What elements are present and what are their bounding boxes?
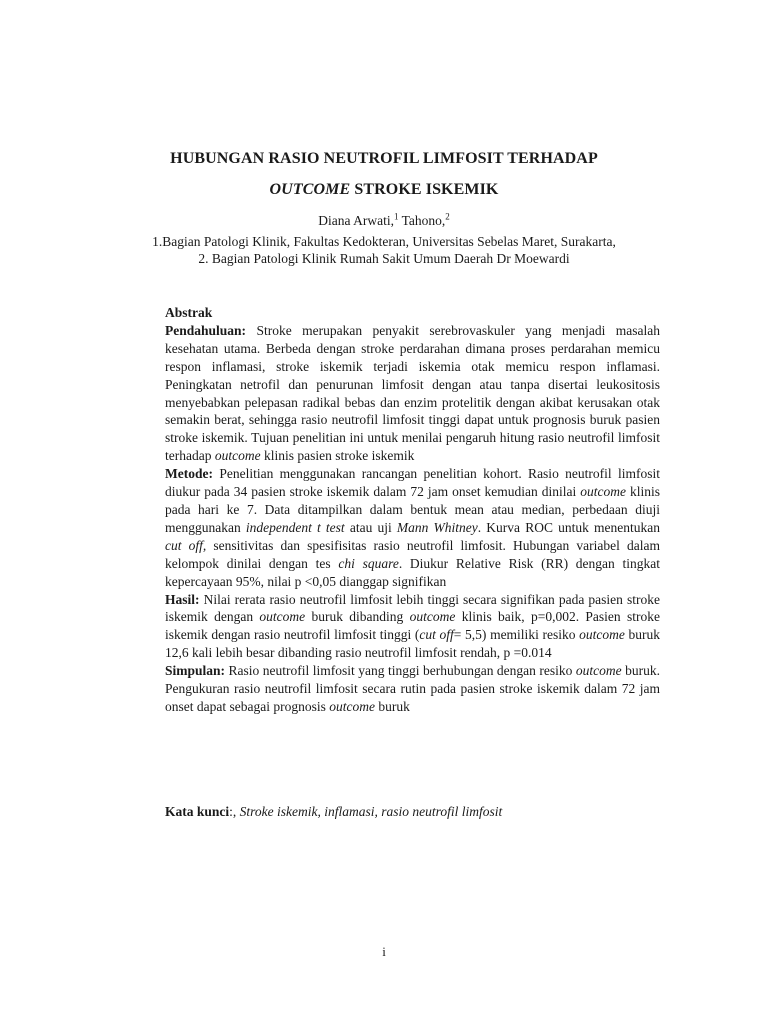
keywords: [165, 804, 660, 820]
method-text: klinis pada hari ke 7. Data ditampilkan dalam bentuk mean atau median, perbedaan diuji menggunakan: [165, 484, 660, 535]
results-text: buruk 12,6 kali lebih besar dibanding rasio neutrofil limfosit rendah, p =0.014: [165, 627, 660, 661]
conclusion-italic: outcome: [575, 663, 622, 679]
results-italic: outcome: [259, 609, 306, 625]
introduction-text: Stroke merupakan penyakit serebrovaskuler yang menjadi masalah kesehatan utama. Berbeda dengan stroke perdarahan dimana proses perdarahan memicu respon inflamasi, stroke iskemik terjadi iskemia otak memicu respon inflamasi. Peningkatan netrofil dan penurunan limfosit dengan atau tanpa disertai leukositosis menyebabkan pelepasan radikal bebas dan enzim protelitik dengan akibat kerusakan otak semakin berat, sehingga rasio neutrofil limfosit tinggi dapat untuk prognosis buruk pasien stroke iskemik. Tujuan penelitian ini untuk menilai pengaruh hitung rasio neutrofil limfosit terhadap: [165, 322, 660, 464]
conclusion-text: Rasio neutrofil limfosit yang tinggi berhubungan dengan resiko: [225, 663, 576, 679]
method-text: atau uji: [344, 519, 397, 535]
keywords-separator: :,: [229, 804, 240, 819]
keywords-label: Kata kunci: [165, 804, 230, 819]
author-1: Diana Arwati,: [318, 213, 394, 228]
abstract-section: [165, 304, 660, 716]
introduction-end: klinis pasien stroke iskemik: [260, 448, 415, 464]
method-italic: cut off,: [165, 537, 207, 553]
affiliation-2: 2. Bagian Patologi Klinik Rumah Sakit Umum Daerah Dr Moewardi: [198, 251, 570, 266]
results-italic: outcome: [409, 609, 456, 625]
method-text: sensitivitas dan spesifisitas rasio neutrofil limfosit. Hubungan variabel dalam kelompok dinilai dengan tes: [165, 537, 661, 571]
method-label: Metode:: [165, 466, 213, 482]
method-text: . Kurva ROC untuk menentukan: [477, 519, 660, 535]
abstract-conclusion: [165, 662, 660, 716]
abstract-method: [165, 465, 660, 590]
title-rest: STROKE ISKEMIK: [350, 181, 499, 198]
method-italic: chi square: [338, 555, 399, 571]
title-italic-word: OUTCOME: [269, 181, 351, 198]
keywords-terms: Stroke iskemik, inflamasi, rasio neutrofil limfosit: [239, 804, 503, 819]
results-italic: cut off: [419, 627, 454, 643]
results-text: klinis baik, p=0,002. Pasien stroke iskemik dengan rasio neutrofil limfosit tinggi (: [165, 609, 660, 643]
conclusion-text: buruk. Pengukuran rasio neutrofil limfosit secara rutin pada pasien stroke iskemik dalam 72 jam onset dapat sebagai prognosis: [165, 663, 660, 714]
introduction-italic: outcome: [214, 448, 261, 464]
author-2: Tahono,: [398, 213, 446, 228]
conclusion-italic: outcome: [329, 698, 375, 714]
method-italic: independent t test: [245, 519, 345, 535]
results-label: Hasil:: [165, 591, 200, 607]
paper-title-line-1: HUBUNGAN RASIO NEUTROFIL LIMFOSIT TERHADAP: [170, 150, 598, 167]
results-italic: outcome: [579, 627, 625, 643]
author-list: [0, 213, 768, 229]
method-text: Penelitian menggunakan rancangan penelitian kohort. Rasio neutrofil limfosit diukur pada 34 pasien stroke iskemik dalam 72 jam onset kemudian dinilai: [165, 466, 660, 500]
conclusion-text: buruk: [374, 698, 410, 714]
author-1-affil-mark: 1: [393, 211, 399, 222]
paper-title-line-2: [0, 181, 768, 199]
page-number: i: [382, 944, 386, 959]
method-italic: Mann Whitney: [396, 519, 478, 535]
abstract-introduction: [165, 322, 660, 465]
results-text: buruk dibanding: [305, 609, 410, 625]
author-2-affil-mark: 2: [445, 211, 450, 222]
abstract-results: [165, 591, 660, 663]
abstract-heading: Abstrak: [165, 305, 213, 320]
introduction-label: Pendahuluan:: [165, 322, 247, 338]
results-text: Nilai rerata rasio neutrofil limfosit lebih tinggi secara signifikan pada pasien stroke iskemik dengan: [165, 591, 660, 625]
results-text: = 5,5) memiliki resiko: [453, 627, 580, 643]
affiliation-1: 1.Bagian Patologi Klinik, Fakultas Kedokteran, Universitas Sebelas Maret, Surakarta,: [152, 234, 616, 249]
method-text: . Diukur Relative Risk (RR) dengan tingkat kepercayaan 95%, nilai p <0,05 dianggap signifikan: [165, 555, 660, 589]
method-italic: outcome: [580, 484, 626, 500]
conclusion-label: Simpulan:: [165, 663, 226, 679]
